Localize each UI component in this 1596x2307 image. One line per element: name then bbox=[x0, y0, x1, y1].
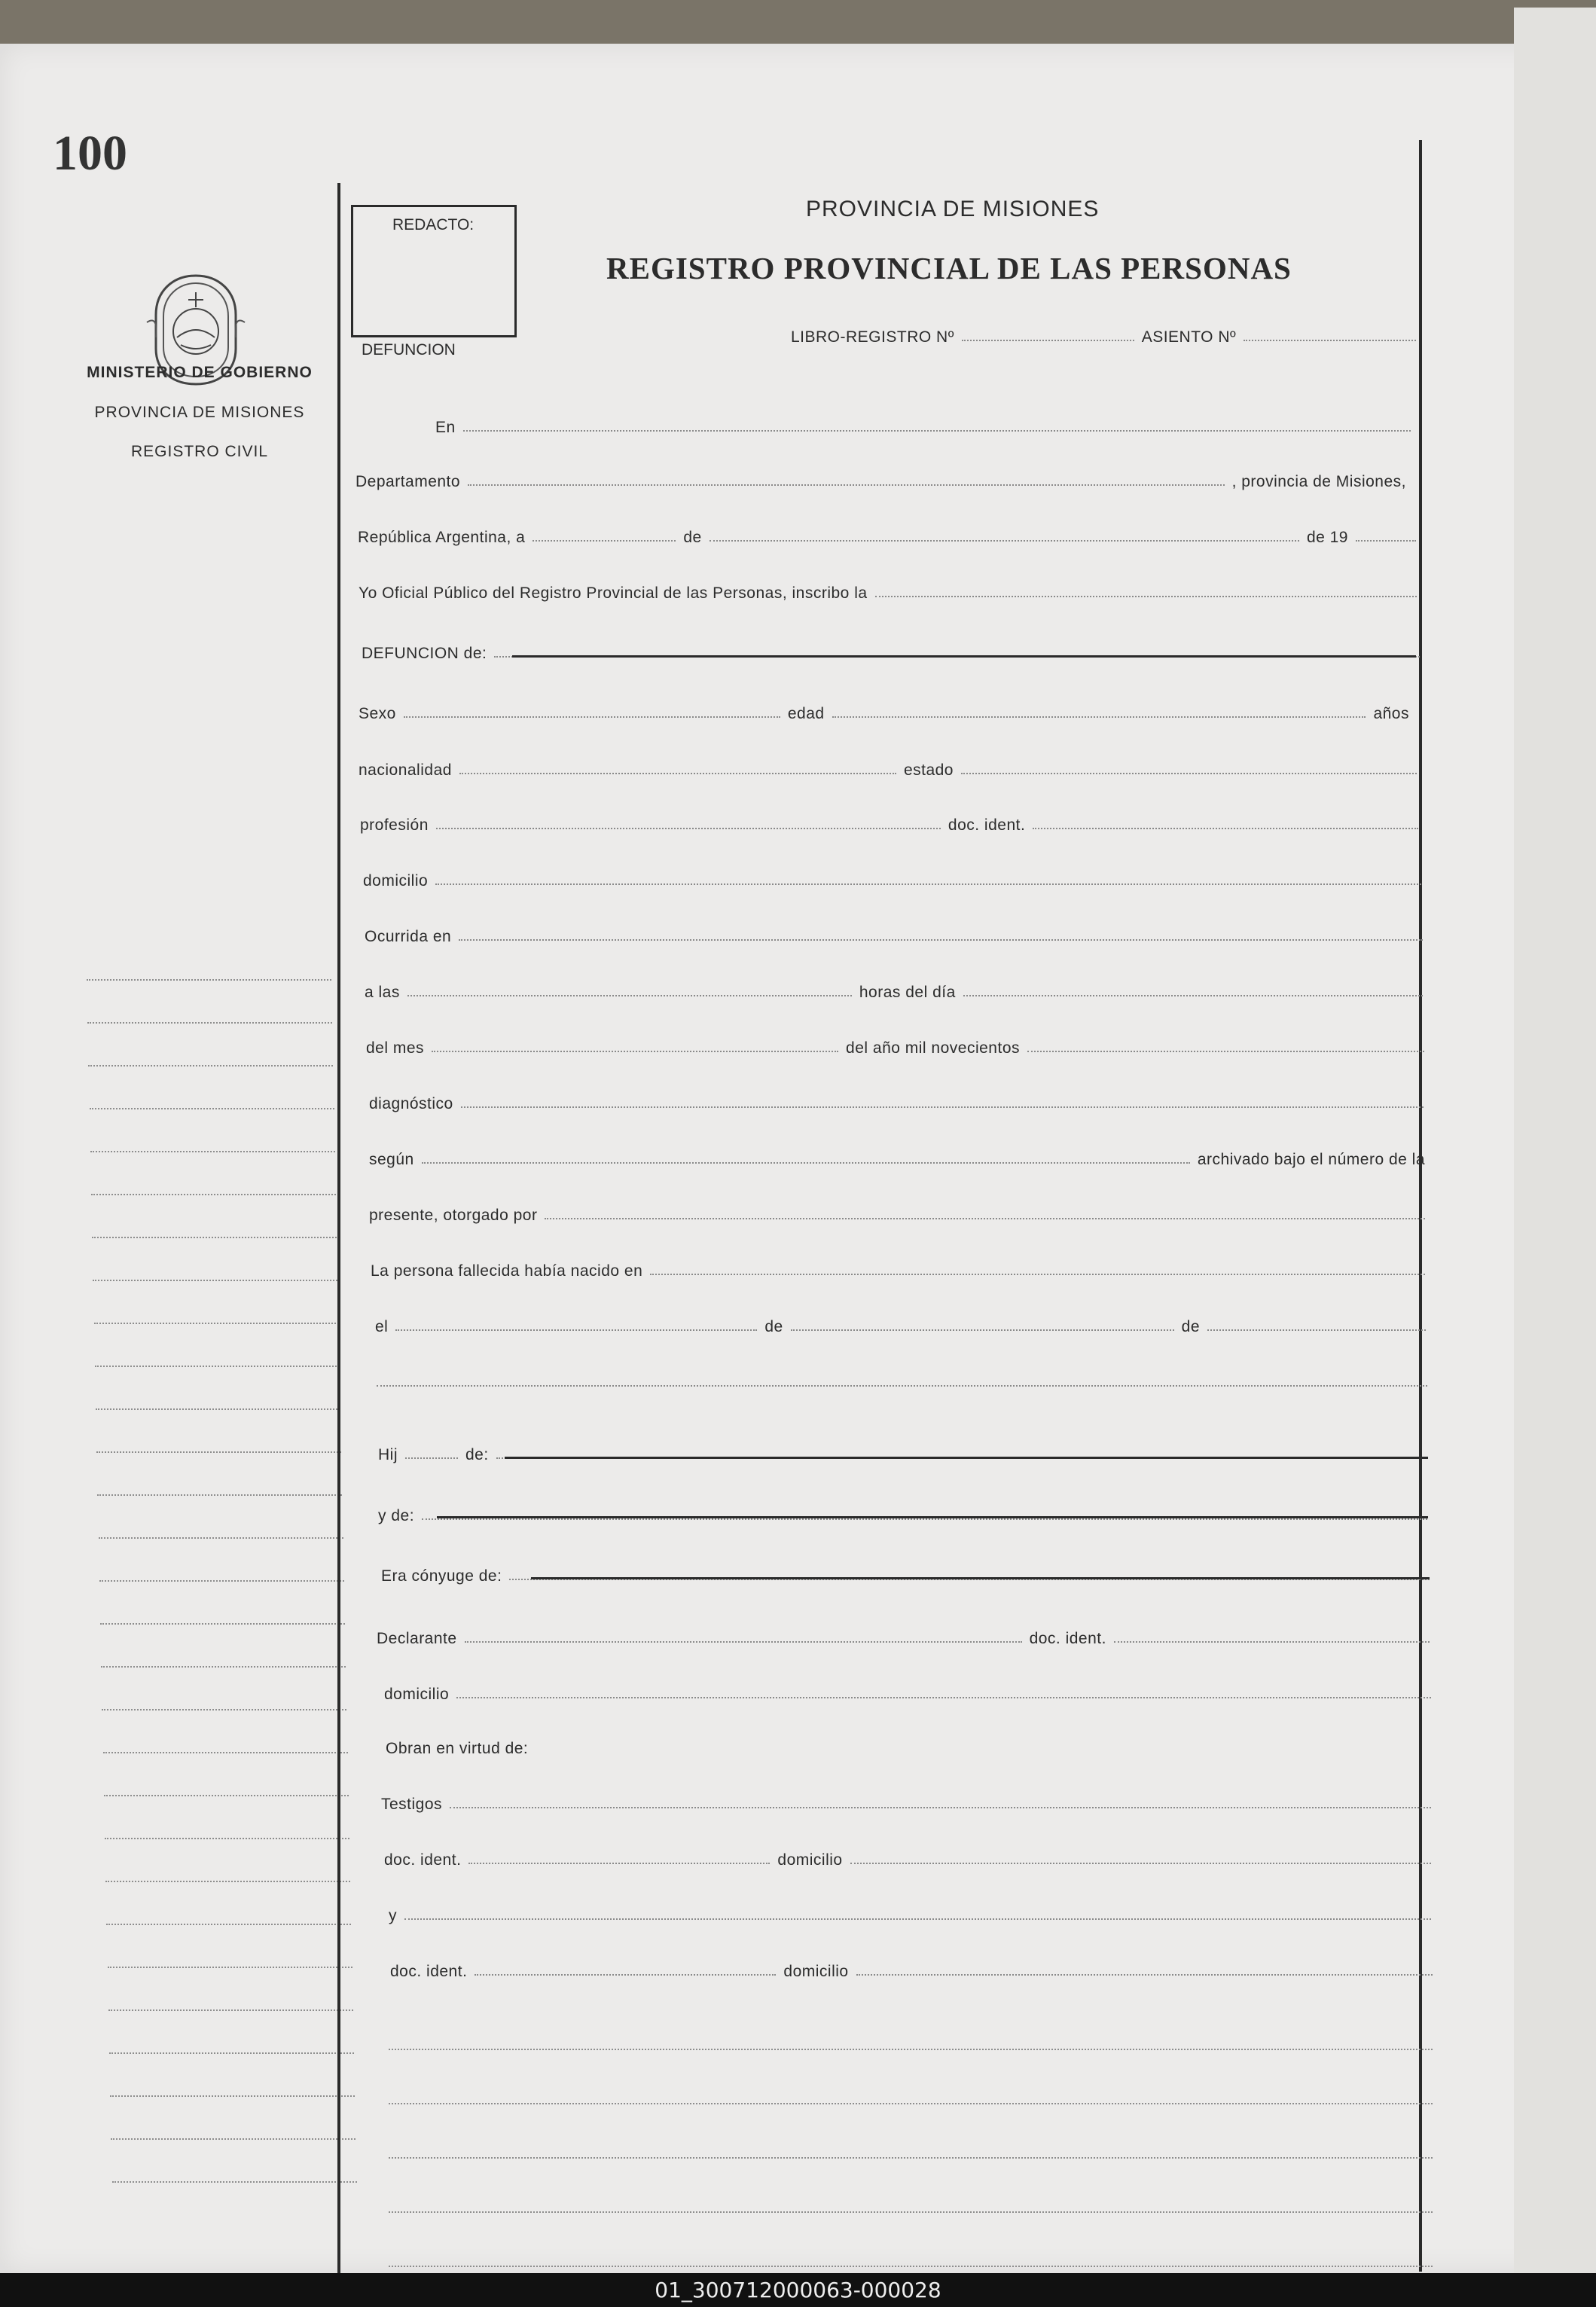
testigo2-doc-field[interactable] bbox=[475, 1974, 776, 1976]
presente-row: presente, otorgado por bbox=[369, 1201, 1425, 1225]
inscribo-field[interactable] bbox=[875, 596, 1417, 597]
margin-note-line[interactable] bbox=[99, 1580, 344, 1582]
testigo2-domicilio-field[interactable] bbox=[856, 1974, 1433, 1976]
blank-note-line[interactable] bbox=[389, 2266, 1433, 2267]
redacto-label: REDACTO: bbox=[392, 216, 475, 233]
margin-note-line[interactable] bbox=[105, 1838, 349, 1839]
hora-field[interactable] bbox=[407, 995, 852, 996]
nacido-row: La persona fallecida había nacido en bbox=[371, 1256, 1425, 1280]
mes-field[interactable] bbox=[710, 540, 1299, 542]
margin-note-line[interactable] bbox=[110, 2095, 355, 2097]
margin-note-line[interactable] bbox=[105, 1881, 350, 1882]
madre-field[interactable] bbox=[422, 1518, 1427, 1520]
edad-field[interactable] bbox=[832, 716, 1366, 718]
dia-muerte-field[interactable] bbox=[963, 995, 1423, 996]
margin-note-line[interactable] bbox=[100, 1623, 345, 1625]
folio-number: 100 bbox=[53, 126, 127, 181]
defuncion-label: DEFUNCION bbox=[362, 341, 456, 359]
ocurrida-row: Ocurrida en bbox=[365, 922, 1423, 946]
next-sheet-edge bbox=[1514, 8, 1596, 2273]
margin-note-line[interactable] bbox=[101, 1666, 346, 1668]
blank-field-1[interactable] bbox=[377, 1385, 1427, 1387]
profesion-field[interactable] bbox=[436, 828, 941, 829]
mes-muerte-field[interactable] bbox=[432, 1051, 838, 1052]
declarante-doc-field[interactable] bbox=[1114, 1641, 1430, 1643]
nacimiento-fecha-row: el de de bbox=[375, 1312, 1426, 1336]
testigos-row: Testigos bbox=[381, 1790, 1431, 1814]
image-caption: 01_300712000063-000028 bbox=[0, 2273, 1596, 2307]
obran-row: Obran en virtud de: bbox=[386, 1740, 529, 1757]
asiento-field[interactable] bbox=[1244, 340, 1416, 341]
margin-note-line[interactable] bbox=[90, 1151, 335, 1152]
form-left-rule bbox=[337, 183, 340, 2292]
page-title: REGISTRO PROVINCIAL DE LAS PERSONAS bbox=[606, 251, 1292, 285]
en-field[interactable] bbox=[463, 430, 1411, 432]
blank-note-line[interactable] bbox=[389, 2157, 1433, 2159]
nacionalidad-field[interactable] bbox=[459, 773, 896, 774]
defuncion-de-row: DEFUNCION de: bbox=[362, 639, 1420, 663]
departamento-field[interactable] bbox=[468, 484, 1224, 486]
sidebar-ministry: MINISTERIO DE GOBIERNO bbox=[87, 364, 313, 381]
margin-note-line[interactable] bbox=[108, 2009, 353, 2011]
nacimiento-dia-field[interactable] bbox=[395, 1329, 757, 1331]
segun-row: según archivado bajo el número de la bbox=[369, 1151, 1425, 1168]
margin-note-line[interactable] bbox=[108, 1967, 352, 1968]
margin-note-line[interactable] bbox=[87, 979, 331, 981]
ano-field[interactable] bbox=[1356, 540, 1416, 542]
departamento-row: Departamento , provincia de Misiones, bbox=[356, 473, 1406, 490]
en-row: En bbox=[435, 413, 1411, 437]
domicilio-field[interactable] bbox=[435, 883, 1421, 885]
fallecido-rule bbox=[512, 655, 1416, 658]
declarante-row: Declarante doc. ident. bbox=[377, 1624, 1430, 1648]
diagnostico-row: diagnóstico bbox=[369, 1089, 1424, 1113]
diagnostico-field[interactable] bbox=[461, 1106, 1424, 1108]
hijo-row: Hij de: bbox=[378, 1440, 1427, 1464]
margin-note-line[interactable] bbox=[97, 1494, 342, 1496]
margin-note-line[interactable] bbox=[90, 1108, 334, 1109]
segun-field[interactable] bbox=[422, 1162, 1190, 1164]
margin-note-line[interactable] bbox=[102, 1709, 346, 1710]
madre-row: y de: bbox=[378, 1501, 1427, 1525]
margin-note-line[interactable] bbox=[99, 1537, 343, 1539]
estado-field[interactable] bbox=[961, 773, 1417, 774]
margin-note-line[interactable] bbox=[111, 2138, 356, 2140]
declarante-field[interactable] bbox=[465, 1641, 1022, 1643]
margin-note-line[interactable] bbox=[106, 1924, 351, 1925]
nacimiento-mes-field[interactable] bbox=[791, 1329, 1174, 1331]
sidebar-office: REGISTRO CIVIL bbox=[130, 443, 269, 460]
declarante-domicilio-row: domicilio bbox=[384, 1680, 1431, 1704]
margin-note-line[interactable] bbox=[96, 1408, 340, 1410]
fecha-row: República Argentina, a de de 19 bbox=[358, 523, 1416, 547]
margin-note-line[interactable] bbox=[94, 1323, 339, 1324]
testigo2-row: y bbox=[389, 1901, 1431, 1925]
testigos-field[interactable] bbox=[450, 1807, 1431, 1808]
doc-ident-field[interactable] bbox=[1033, 828, 1418, 829]
declarante-domicilio-field[interactable] bbox=[456, 1697, 1431, 1698]
testigo1-doc-field[interactable] bbox=[468, 1863, 770, 1864]
blank-row-1 bbox=[377, 1368, 1427, 1392]
margin-note-line[interactable] bbox=[96, 1451, 341, 1453]
profesion-row: profesión doc. ident. bbox=[360, 810, 1418, 835]
margin-note-line[interactable] bbox=[95, 1366, 340, 1367]
mes-row: del mes del año mil novecientos bbox=[366, 1033, 1424, 1057]
margin-note-line[interactable] bbox=[87, 1022, 332, 1024]
oficial-row: Yo Oficial Público del Registro Provincial de las Personas, inscribo la bbox=[359, 578, 1417, 603]
nacido-field[interactable] bbox=[650, 1274, 1425, 1275]
domicilio-row: domicilio bbox=[363, 866, 1421, 890]
conyuge-row: Era cónyuge de: bbox=[381, 1561, 1430, 1585]
testigo2-doc-row: doc. ident. domicilio bbox=[390, 1957, 1433, 1981]
libro-field[interactable] bbox=[962, 340, 1134, 341]
sexo-field[interactable] bbox=[404, 716, 780, 718]
margin-note-line[interactable] bbox=[109, 2052, 354, 2054]
madre-rule bbox=[437, 1516, 1428, 1518]
nacionalidad-row: nacionalidad estado bbox=[359, 755, 1417, 780]
sexo-row: Sexo edad años bbox=[359, 705, 1409, 722]
margin-note-line[interactable] bbox=[91, 1194, 336, 1195]
nacimiento-ano-field[interactable] bbox=[1207, 1329, 1426, 1331]
province-heading: PROVINCIA DE MISIONES bbox=[806, 197, 1100, 221]
dia-field[interactable] bbox=[533, 540, 676, 542]
blank-note-line[interactable] bbox=[389, 2103, 1433, 2104]
testigo2-field[interactable] bbox=[404, 1918, 1431, 1920]
margin-note-line[interactable] bbox=[112, 2181, 357, 2183]
conyuge-rule bbox=[531, 1577, 1430, 1579]
ano-muerte-field[interactable] bbox=[1027, 1051, 1424, 1052]
blank-note-line[interactable] bbox=[389, 2049, 1433, 2050]
margin-note-line[interactable] bbox=[93, 1280, 337, 1281]
sidebar-province: PROVINCIA DE MISIONES bbox=[94, 404, 305, 421]
padre-rule bbox=[505, 1457, 1428, 1459]
blank-note-line[interactable] bbox=[389, 2211, 1433, 2213]
hora-row: a las horas del día bbox=[365, 978, 1423, 1002]
margin-note-line[interactable] bbox=[88, 1065, 333, 1067]
testigo1-doc-row: doc. ident. domicilio bbox=[384, 1845, 1431, 1869]
ocurrida-field[interactable] bbox=[459, 939, 1423, 941]
margin-note-line[interactable] bbox=[92, 1237, 337, 1238]
libro-asiento-row: LIBRO-REGISTRO Nº ASIENTO Nº bbox=[791, 322, 1416, 346]
form-page bbox=[0, 44, 1553, 2273]
hijo-field[interactable] bbox=[405, 1457, 458, 1459]
otorgado-field[interactable] bbox=[545, 1218, 1425, 1219]
margin-note-line[interactable] bbox=[103, 1752, 348, 1753]
testigo1-domicilio-field[interactable] bbox=[850, 1863, 1431, 1864]
margin-note-line[interactable] bbox=[104, 1795, 349, 1796]
redacto-box bbox=[351, 205, 517, 337]
